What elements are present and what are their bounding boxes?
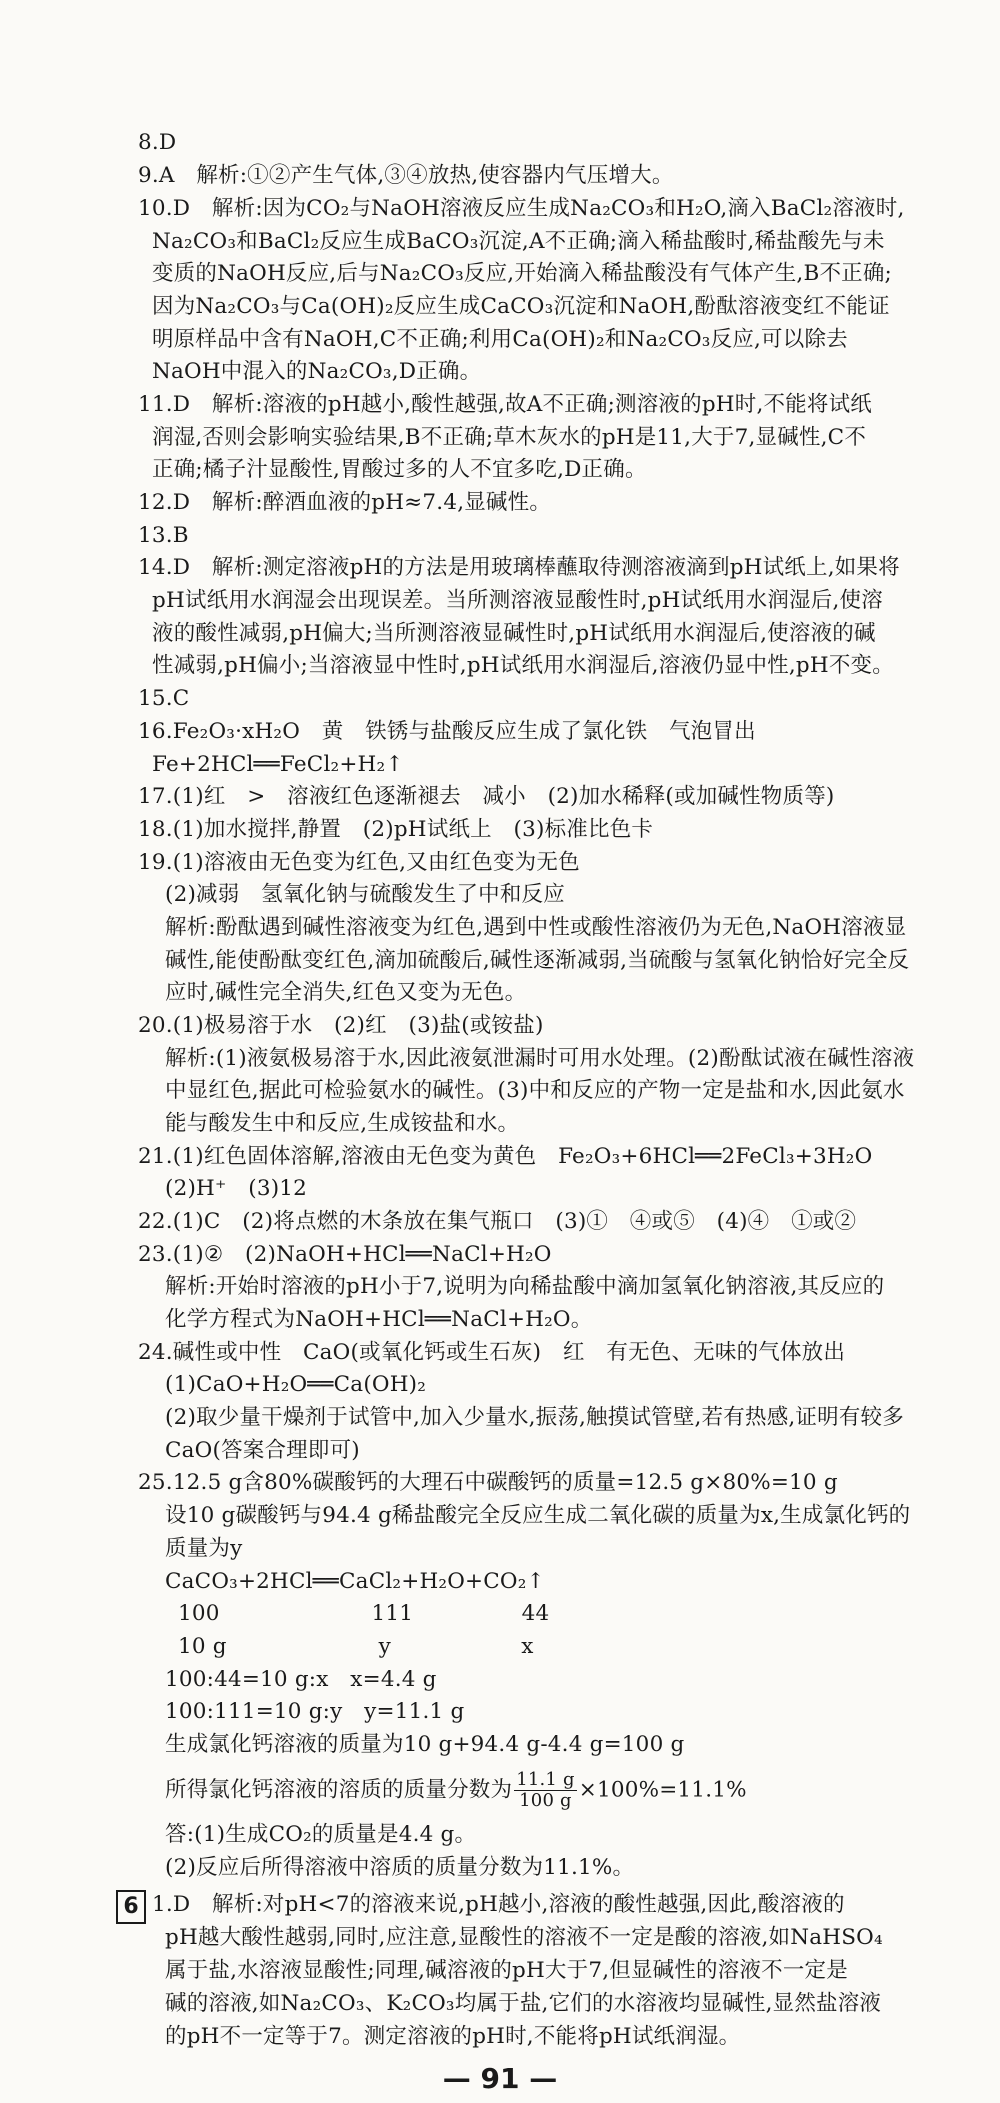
answer-line: Fe+2HCl══FeCl₂+H₂↑ [152,752,404,777]
fraction [514,1770,577,1811]
answer-line: 8.D [138,130,177,155]
answer-line: 中显红色,据此可检验氨水的碱性。(3)中和反应的产物一定是盐和水,因此氨水 [165,1078,905,1103]
answer-line: 18.(1)加水搅拌,静置 (2)pH试纸上 (3)标准比色卡 [138,817,654,842]
answer-line: 的pH不一定等于7。测定溶液的pH时,不能将pH试纸润湿。 [165,2024,741,2049]
answer-line: 液的酸性减弱,pH偏大;当所测溶液显碱性时,pH试纸用水润湿后,使溶液的碱 [152,621,876,646]
answer-line: 100:44=10 g:x x=4.4 g [165,1667,437,1692]
answer-line: 化学方程式为NaOH+HCl══NaCl+H₂O。 [165,1307,593,1332]
answer-line: 解析:酚酞遇到碱性溶液变为红色,遇到中性或酸性溶液仍为无色,NaOH溶液显 [165,915,907,940]
fraction-numerator: 11.1 g [516,1769,575,1790]
answer-line: 23.(1)② (2)NaOH+HCl══NaCl+H₂O [138,1242,552,1267]
answer-line: 答:(1)生成CO₂的质量是4.4 g。 [165,1822,477,1847]
fraction-prefix: 所得氯化钙溶液的溶质的质量分数为 [165,1777,513,1803]
answer-line: 解析:(1)液氨极易溶于水,因此液氨泄漏时可用水处理。(2)酚酞试液在碱性溶液 [165,1046,915,1071]
answer-line: 碱性,能使酚酞变红色,滴加硫酸后,碱性逐渐减弱,当硫酸与氢氧化钠恰好完全反 [165,948,910,973]
answer-line: 润湿,否则会影响实验结果,B不正确;草木灰水的pH是11,大于7,显碱性,C不 [152,425,867,450]
answer-line: CaO(答案合理即可) [165,1438,360,1463]
answer-line: 15.C [138,686,190,711]
answer-line: 11.D 解析:溶液的pH越小,酸性越强,故A不正确;测溶液的pH时,不能将试纸 [138,392,872,417]
answer-line: pH越大酸性越弱,同时,应注意,显酸性的溶液不一定是酸的溶液,如NaHSO₄ [165,1925,883,1950]
answer-line: (2)H⁺ (3)12 [165,1176,308,1201]
answer-line: NaOH中混入的Na₂CO₃,D正确。 [152,359,482,384]
answer-line: 属于盐,水溶液显酸性;同理,碱溶液的pH大于7,但显碱性的溶液不一定是 [165,1958,848,1983]
answer-line: 14.D 解析:测定溶液pH的方法是用玻璃棒蘸取待测溶液滴到pH试纸上,如果将 [138,555,900,580]
answer-line: 性减弱,pH偏小;当溶液显中性时,pH试纸用水润湿后,溶液仍显中性,pH不变。 [152,653,894,678]
answer-line: 100:111=10 g:y y=11.1 g [165,1699,465,1724]
answer-line: pH试纸用水润湿会出现误差。当所测溶液显酸性时,pH试纸用水润湿后,使溶 [152,588,883,613]
answer-line: 能与酸发生中和反应,生成铵盐和水。 [165,1111,520,1136]
answer-line: (2)反应后所得溶液中溶质的质量分数为11.1%。 [165,1855,635,1880]
answer-line: 24.碱性或中性 CaO(或氧化钙或生石灰) 红 有无色、无味的气体放出 [138,1340,846,1365]
answer-line: 设10 g碳酸钙与94.4 g稀盐酸完全反应生成二氧化碳的质量为x,生成氯化钙的 [165,1503,911,1528]
answer-line: 应时,碱性完全消失,红色又变为无色。 [165,980,527,1005]
answer-line: 1.D 解析:对pH<7的溶液来说,pH越小,溶液的酸性越强,因此,酸溶液的 [152,1892,845,1917]
answer-line: 20.(1)极易溶于水 (2)红 (3)盐(或铵盐) [138,1013,544,1038]
answer-line: 生成氯化钙溶液的质量为10 g+94.4 g-4.4 g=100 g [165,1732,685,1757]
answer-line: 12.D 解析:醉酒血液的pH≈7.4,显碱性。 [138,490,552,515]
answer-line: 13.B [138,523,189,548]
answer-line: 质量为y [165,1536,243,1561]
answer-line: 明原样品中含有NaOH,C不正确;利用Ca(OH)₂和Na₂CO₃反应,可以除去 [152,327,848,352]
answer-line: 100 111 44 [178,1601,550,1626]
answer-line: 19.(1)溶液由无色变为红色,又由红色变为无色 [138,850,580,875]
fraction-denominator: 100 g [519,1790,572,1811]
answer-line: 解析:开始时溶液的pH小于7,说明为向稀盐酸中滴加氢氧化钠溶液,其反应的 [165,1274,885,1299]
answer-line: 16.Fe₂O₃·xH₂O 黄 铁锈与盐酸反应生成了氯化铁 气泡冒出 [138,719,756,744]
answer-line: 变质的NaOH反应,后与Na₂CO₃反应,开始滴入稀盐酸没有气体产生,B不正确; [152,261,892,286]
answer-line: 22.(1)C (2)将点燃的木条放在集气瓶口 (3)① ④或⑤ (4)④ ①或② [138,1209,857,1234]
answer-line: (2)减弱 氢氧化钠与硫酸发生了中和反应 [165,882,565,907]
answer-line: (2)取少量干燥剂于试管中,加入少量水,振荡,触摸试管壁,若有热感,证明有较多 [165,1405,904,1430]
answer-line: 17.(1)红 > 溶液红色逐渐褪去 减小 (2)加水稀释(或加碱性物质等) [138,784,835,809]
answer-line: CaCO₃+2HCl══CaCl₂+H₂O+CO₂↑ [165,1569,545,1594]
fraction-suffix: ×100%=11.1% [578,1777,747,1803]
answer-line: 碱的溶液,如Na₂CO₃、K₂CO₃均属于盐,它们的水溶液均显碱性,显然盐溶液 [165,1991,882,2016]
answer-line: 21.(1)红色固体溶解,溶液由无色变为黄色 Fe₂O₃+6HCl══2FeCl₃+3H₂O [138,1144,873,1169]
fraction-line [165,1770,747,1811]
answer-line: (1)CaO+H₂O══Ca(OH)₂ [165,1372,427,1397]
answer-line: 25.12.5 g含80%碳酸钙的大理石中碳酸钙的质量=12.5 g×80%=10 g [138,1470,838,1495]
page-number: — 91 — [442,2062,558,2095]
answer-line: Na₂CO₃和BaCl₂反应生成BaCO₃沉淀,A不正确;滴入稀盐酸时,稀盐酸先与未 [152,229,885,254]
answer-line: 9.A 解析:①②产生气体,③④放热,使容器内气压增大。 [138,163,674,188]
answer-line: 正确;橘子汁显酸性,胃酸过多的人不宜多吃,D正确。 [152,457,647,482]
answer-line: 因为Na₂CO₃与Ca(OH)₂反应生成CaCO₃沉淀和NaOH,酚酞溶液变红不能证 [152,294,890,319]
answer-line: 10.D 解析:因为CO₂与NaOH溶液反应生成Na₂CO₃和H₂O,滴入BaCl₂溶液时, [138,196,905,221]
answer-line: 10 g y x [178,1634,534,1659]
section-number-box: 6 [116,1890,146,1924]
